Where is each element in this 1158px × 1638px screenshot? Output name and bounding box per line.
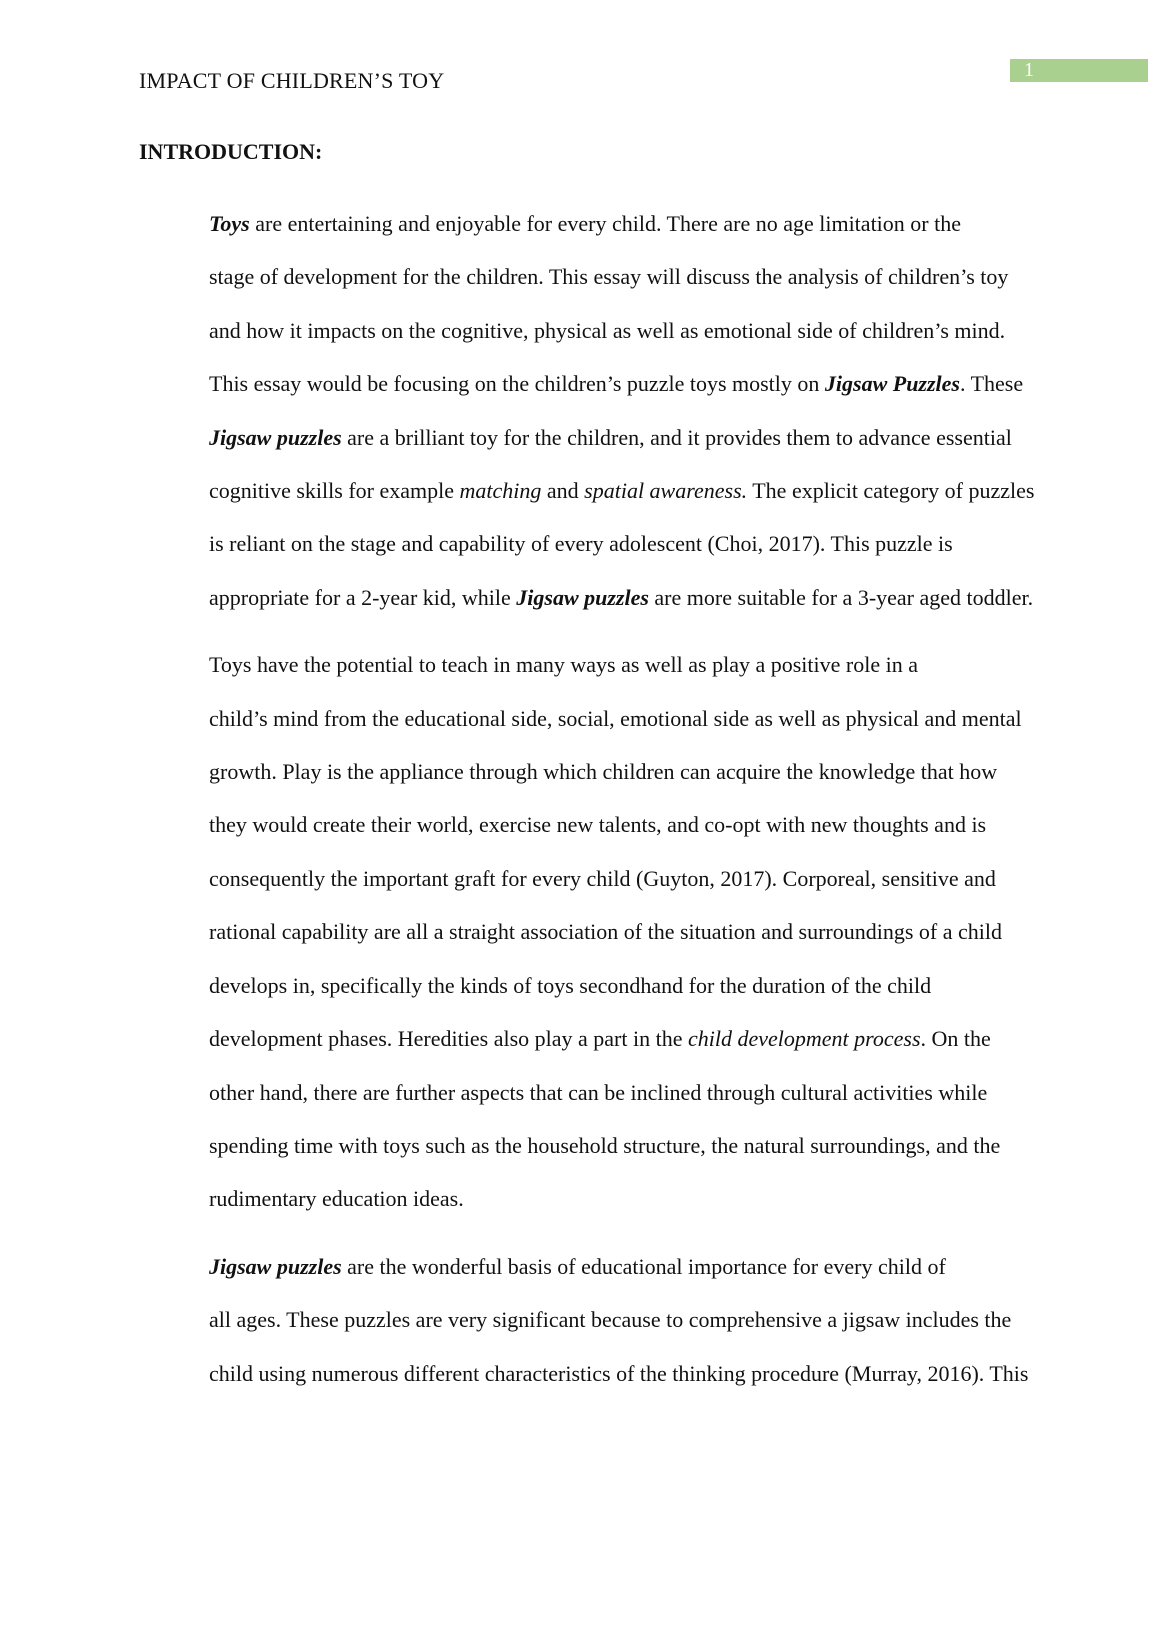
text-line: stage of development for the children. This essay will discuss the analysis of children’s toy <box>209 264 1009 290</box>
paragraph-2 <box>139 638 1022 1225</box>
text-run: . On the <box>920 1026 991 1052</box>
italic-run: matching <box>459 478 542 504</box>
italic-run: child development process <box>687 1026 921 1052</box>
emphasis: Toys <box>209 211 250 236</box>
text-line: growth. Play is the appliance through which children can acquire the knowledge that how <box>209 759 998 785</box>
text-line: rudimentary education ideas. <box>209 1186 464 1212</box>
emphasis: Jigsaw Puzzles <box>824 371 960 397</box>
emphasis: Jigsaw puzzles <box>209 1253 342 1279</box>
text-line: other hand, there are further aspects that can be inclined through cultural activities while <box>209 1079 988 1105</box>
text-line: consequently the important graft for every child (Guyton, 2017). Corporeal, sensitive and <box>209 865 996 891</box>
emphasis: Jigsaw puzzles <box>209 424 342 450</box>
text-line: rational capability are all a straight association of the situation and surroundings of a child <box>209 919 1002 945</box>
emphasis: Jigsaw puzzles <box>516 584 649 610</box>
text-line: child’s mind from the educational side, social, emotional side as well as physical and mental <box>209 705 1022 731</box>
text-line: and how it impacts on the cognitive, physical as well as emotional side of children’s mind. <box>209 317 1006 343</box>
text-line <box>139 571 1034 624</box>
text-line <box>139 1240 1019 1293</box>
text-run: appropriate for a 2-year kid, while <box>209 584 517 610</box>
text-line <box>139 1012 1019 1065</box>
page-number: 1 <box>1010 59 1148 82</box>
running-head: IMPACT OF CHILDREN’S TOY <box>139 68 445 93</box>
text-line: child using numerous different characteristics of the thinking procedure (Murray, 2016). This <box>209 1360 1029 1386</box>
text-line <box>139 411 1019 464</box>
text-run: This essay would be focusing on the children’s puzzle toys mostly on <box>209 371 825 397</box>
text-run: cognitive skills for example <box>209 478 460 504</box>
text-line <box>139 197 1019 250</box>
text-run: are more suitable for a 3-year aged toddler. <box>648 584 1034 610</box>
text-line <box>139 357 1024 410</box>
text-line: spending time with toys such as the household structure, the natural surroundings, and the <box>209 1132 1001 1158</box>
text-run: are the wonderful basis of educational importance for every child of <box>341 1253 946 1279</box>
text-run: are a brilliant toy for the children, and it provides them to advance essential <box>341 424 1012 450</box>
italic-run: spatial awareness. <box>584 478 748 504</box>
text-line: is reliant on the stage and capability of every adolescent (Choi, 2017). This puzzle is <box>209 531 953 557</box>
text-run: development phases. Heredities also play a part in the <box>209 1026 688 1052</box>
text-line: all ages. These puzzles are very significant because to comprehensive a jigsaw includes the <box>209 1307 1012 1333</box>
body-text <box>139 197 1035 1414</box>
text-line: develops in, specifically the kinds of toys secondhand for the duration of the child <box>209 972 932 998</box>
text-run: . These <box>960 371 1024 397</box>
text-run: and <box>541 478 585 504</box>
text-run: are entertaining and enjoyable for every child. There are no age limitation or the <box>249 211 961 236</box>
text-run: The explicit category of puzzles <box>747 478 1035 504</box>
paragraph-1 <box>139 197 1035 624</box>
text-line <box>139 464 1035 517</box>
section-heading: INTRODUCTION: <box>139 139 323 164</box>
text-line: they would create their world, exercise new talents, and co-opt with new thoughts and is <box>209 812 987 838</box>
text-line: Toys have the potential to teach in many ways as well as play a positive role in a <box>209 652 918 678</box>
paragraph-3 <box>139 1240 1029 1400</box>
